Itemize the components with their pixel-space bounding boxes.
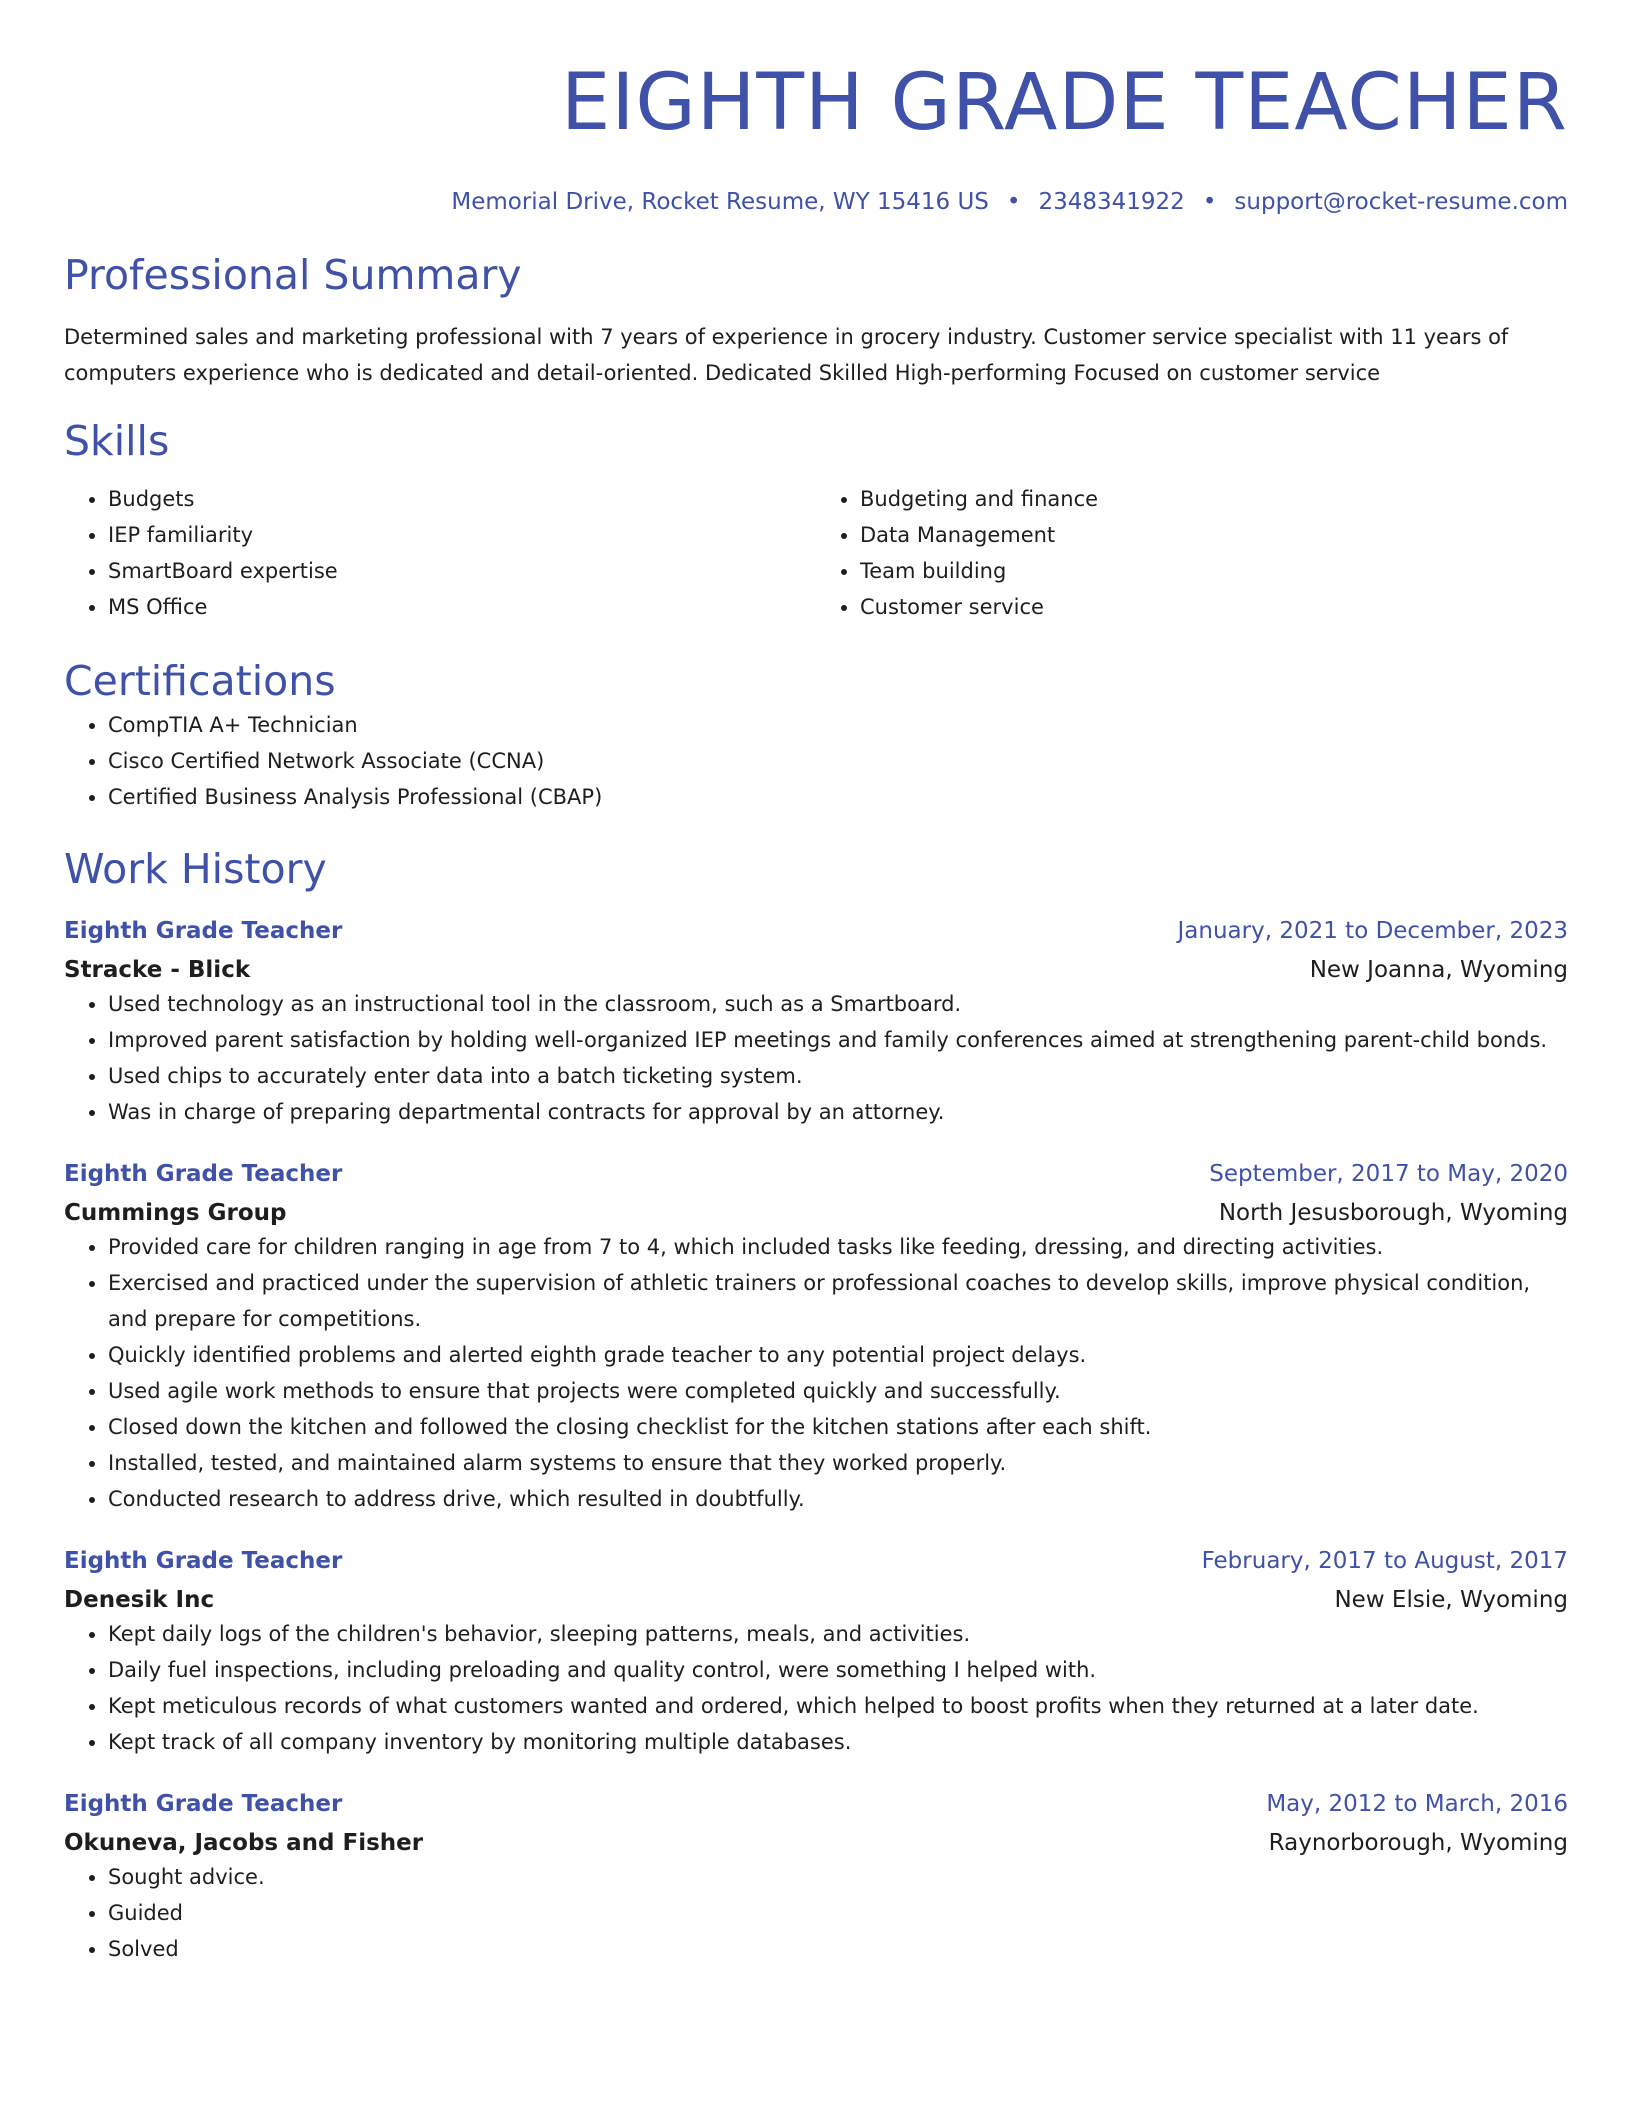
certification-item: • Certified Business Analysis Professional (CBAP) — [108, 779, 1568, 815]
summary-heading: Professional Summary — [64, 251, 522, 299]
job-dates: January, 2021 to December, 2023 — [1177, 918, 1568, 944]
skill-item: • Customer service — [860, 589, 1568, 625]
job-duty: • Guided — [108, 1895, 1568, 1931]
job-duty: • Used agile work methods to ensure that projects were completed quickly and successfully. — [108, 1373, 1568, 1409]
job-duties-list — [64, 1229, 1568, 1517]
job-header-row — [64, 915, 1568, 947]
job-duty: • Closed down the kitchen and followed the closing checklist for the kitchen stations after each shift. — [108, 1409, 1568, 1445]
job-location: New Elsie, Wyoming — [1334, 1587, 1568, 1613]
work-history-heading: Work History — [64, 845, 327, 893]
job-duties-list — [64, 1616, 1568, 1760]
job-title: Eighth Grade Teacher — [64, 1548, 343, 1574]
job-entry — [64, 915, 1568, 1130]
job-duty: • Kept daily logs of the children's behavior, sleeping patterns, meals, and activities. — [108, 1616, 1568, 1652]
skills-heading: Skills — [64, 417, 170, 465]
job-duty: • Used chips to accurately enter data into a batch ticketing system. — [108, 1058, 1568, 1094]
certifications-heading: Certifications — [64, 657, 336, 705]
job-duty: • Kept track of all company inventory by monitoring multiple databases. — [108, 1724, 1568, 1760]
job-company: Denesik Inc — [64, 1587, 215, 1613]
job-entry — [64, 1788, 1568, 1967]
job-header-row — [64, 1158, 1568, 1190]
job-employer-row — [64, 1827, 1568, 1859]
job-title: Eighth Grade Teacher — [64, 1791, 343, 1817]
job-duty: • Quickly identified problems and alerted eighth grade teacher to any potential project delays. — [108, 1337, 1568, 1373]
contact-email: support@rocket-resume.com — [1234, 189, 1568, 215]
candidate-name: EIGHTH GRADE TEACHER — [561, 58, 1568, 148]
job-employer-row — [64, 1197, 1568, 1229]
job-duty: • Provided care for children ranging in age from 7 to 4, which included tasks like feeding, dressing, and directing activities. — [108, 1229, 1568, 1265]
job-duties-list — [64, 986, 1568, 1130]
job-title: Eighth Grade Teacher — [64, 918, 343, 944]
contact-separator: • — [1202, 189, 1217, 215]
contact-phone: 2348341922 — [1038, 189, 1185, 215]
job-location: New Joanna, Wyoming — [1309, 957, 1568, 983]
contact-address: Memorial Drive, Rocket Resume, WY 15416 US — [451, 189, 989, 215]
job-employer-row — [64, 954, 1568, 986]
job-entry — [64, 1545, 1568, 1760]
summary-text: Determined sales and marketing professional with 7 years of experience in grocery industry. Customer service specialist with 11 years of computers experience who is dedicated and detail-oriented. Dedicated Skilled High-performing Focused on customer service — [64, 325, 1509, 385]
skill-item: • MS Office — [108, 589, 816, 625]
certification-item: • CompTIA A+ Technician — [108, 707, 1568, 743]
skill-item: • Budgets — [108, 481, 816, 517]
job-location: North Jesusborough, Wyoming — [1218, 1200, 1568, 1226]
skills-list-left — [64, 481, 816, 625]
skill-item: • Data Management — [860, 517, 1568, 553]
job-duty: • Sought advice. — [108, 1859, 1568, 1895]
job-dates: September, 2017 to May, 2020 — [1209, 1161, 1568, 1187]
job-company: Stracke - Blick — [64, 957, 251, 983]
resume-header — [64, 0, 1568, 217]
job-duty: • Conducted research to address drive, which resulted in doubtfully. — [108, 1481, 1568, 1517]
job-title: Eighth Grade Teacher — [64, 1161, 343, 1187]
skill-item: • SmartBoard expertise — [108, 553, 816, 589]
job-duty: • Used technology as an instructional tool in the classroom, such as a Smartboard. — [108, 986, 1568, 1022]
skill-item: • IEP familiarity — [108, 517, 816, 553]
job-duties-list — [64, 1859, 1568, 1967]
job-duty: • Improved parent satisfaction by holding well-organized IEP meetings and family conferences aimed at strengthening parent-child bonds. — [108, 1022, 1568, 1058]
skills-grid — [64, 481, 1568, 625]
skill-item: • Team building — [860, 553, 1568, 589]
job-company: Cummings Group — [64, 1200, 287, 1226]
job-duty: • Solved — [108, 1931, 1568, 1967]
job-entry — [64, 1158, 1568, 1517]
job-duty: • Installed, tested, and maintained alarm systems to ensure that they worked properly. — [108, 1445, 1568, 1481]
job-employer-row — [64, 1584, 1568, 1616]
job-dates: February, 2017 to August, 2017 — [1201, 1548, 1568, 1574]
job-header-row — [64, 1788, 1568, 1820]
job-company: Okuneva, Jacobs and Fisher — [64, 1830, 424, 1856]
contact-separator: • — [1006, 189, 1021, 215]
contact-line — [64, 187, 1568, 217]
job-duty: • Daily fuel inspections, including preloading and quality control, were something I helped with. — [108, 1652, 1568, 1688]
skills-list-right — [816, 481, 1568, 625]
job-location: Raynorborough, Wyoming — [1268, 1830, 1568, 1856]
job-dates: May, 2012 to March, 2016 — [1266, 1791, 1568, 1817]
certifications-list — [64, 707, 1568, 815]
job-duty: • Kept meticulous records of what customers wanted and ordered, which helped to boost profits when they returned at a later date. — [108, 1688, 1568, 1724]
certification-item: • Cisco Certified Network Associate (CCNA) — [108, 743, 1568, 779]
job-duty: • Was in charge of preparing departmental contracts for approval by an attorney. — [108, 1094, 1568, 1130]
job-duty: • Exercised and practiced under the supervision of athletic trainers or professional coaches to develop skills, improve physical condition, and prepare for competitions. — [108, 1265, 1568, 1337]
skill-item: • Budgeting and finance — [860, 481, 1568, 517]
job-header-row — [64, 1545, 1568, 1577]
